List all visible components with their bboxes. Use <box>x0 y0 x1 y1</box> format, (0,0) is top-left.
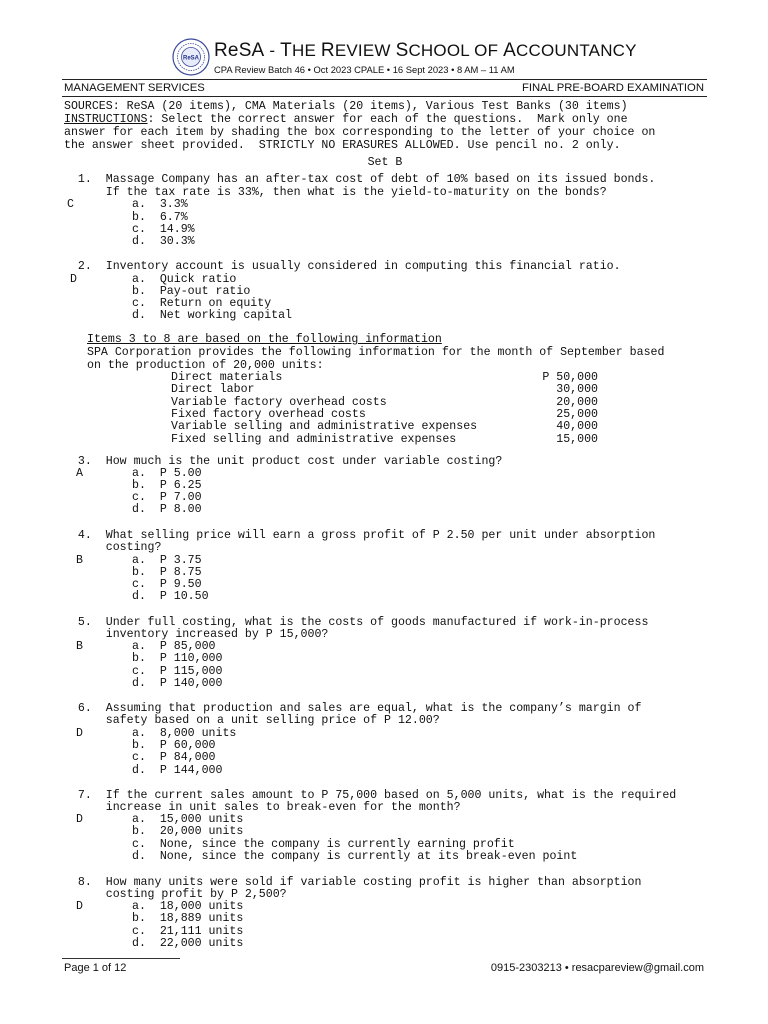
question-6-choice-c: c. P 84,000 <box>132 751 216 764</box>
question-7-choice-b: b. 20,000 units <box>132 825 244 838</box>
question-4-text-line-1: 4. What selling price will earn a gross profit of P 2.50 per unit under absorption <box>64 529 656 542</box>
question-7-choice-c: c. None, since the company is currently earning profit <box>132 838 515 851</box>
question-2-choice-b: b. Pay-out ratio <box>132 285 251 298</box>
header-bottom-rule <box>62 96 707 97</box>
cost-row-value: P 50,000 <box>542 371 598 384</box>
question-5-choice-b: b. P 110,000 <box>132 652 223 665</box>
question-2-choice-a: a. Quick ratio <box>132 273 237 286</box>
question-2-text-line-1: 2. Inventory account is usually considered in computing this financial ratio. <box>64 260 621 273</box>
question-7-text-line-1: 7. If the current sales amount to P 75,000 based on 5,000 units, what is the required <box>64 789 677 802</box>
question-6-text-line-2: safety based on a unit selling price of P 12.00? <box>64 714 440 727</box>
cost-row-value: 30,000 <box>556 383 598 396</box>
question-4-choice-c: c. P 9.50 <box>132 578 202 591</box>
question-2-answer-key: D <box>70 273 77 286</box>
question-6-text-line-1: 6. Assuming that production and sales are equal, what is the company’s margin of <box>64 702 642 715</box>
question-5-answer-key: B <box>76 640 83 653</box>
cost-row-label: Fixed selling and administrative expenses <box>171 433 457 446</box>
question-6-answer-key: D <box>76 727 83 740</box>
cost-row-label: Variable factory overhead costs <box>171 396 387 409</box>
cost-row-label: Direct labor <box>171 383 255 396</box>
question-3-choice-a: a. P 5.00 <box>132 467 202 480</box>
set-label: Set B <box>367 156 403 169</box>
question-7-answer-key: D <box>76 813 83 826</box>
footer-rule <box>62 958 180 959</box>
question-3-choice-b: b. P 6.25 <box>132 479 202 492</box>
question-8-choice-a: a. 18,000 units <box>132 900 244 913</box>
case-heading: Items 3 to 8 are based on the following information <box>87 333 442 346</box>
header-top-rule <box>62 79 707 80</box>
exam-label: FINAL PRE-BOARD EXAMINATION <box>521 82 704 94</box>
resa-logo-seal <box>172 38 210 76</box>
question-3-text-line-1: 3. How much is the unit product cost under variable costing? <box>64 455 503 468</box>
question-4-choice-d: d. P 10.50 <box>132 590 209 603</box>
instructions-line-1: INSTRUCTIONS: Select the correct answer for each of the questions. Mark only one <box>64 113 628 126</box>
question-4-answer-key: B <box>76 554 83 567</box>
school-name-title: ReSA - THE REVIEW SCHOOL OF ACCOUNTANCY <box>214 40 637 61</box>
cost-row-value: 40,000 <box>556 420 598 433</box>
question-8-choice-c: c. 21,111 units <box>132 925 244 938</box>
subject-label: MANAGEMENT SERVICES <box>64 82 205 94</box>
question-8-choice-d: d. 22,000 units <box>132 937 244 950</box>
question-3-choice-d: d. P 8.00 <box>132 503 202 516</box>
question-5-text-line-2: inventory increased by P 15,000? <box>64 628 329 641</box>
question-8-text-line-1: 8. How many units were sold if variable costing profit is higher than absorption <box>64 876 642 889</box>
instructions-line-2: answer for each item by shading the box corresponding to the letter of your choice on <box>64 126 656 139</box>
cost-row-value: 20,000 <box>556 396 598 409</box>
question-1-choice-d: d. 30.3% <box>132 235 195 248</box>
case-text-line-1: SPA Corporation provides the following information for the month of September based <box>87 346 665 359</box>
question-1-text-line-2: If the tax rate is 33%, then what is the yield-to-maturity on the bonds? <box>64 186 607 199</box>
exam-schedule-subtitle: CPA Review Batch 46 • Oct 2023 CPALE • 16 Sept 2023 • 8 AM – 11 AM <box>214 64 515 75</box>
question-1-choice-b: b. 6.7% <box>132 211 188 224</box>
question-1-choice-a: a. 3.3% <box>132 198 188 211</box>
cost-row-value: 15,000 <box>556 433 598 446</box>
cost-row-label: Fixed factory overhead costs <box>171 408 366 421</box>
question-7-choice-d: d. None, since the company is currently at its break-even point <box>132 850 578 863</box>
case-text-line-2: on the production of 20,000 units: <box>87 359 324 372</box>
question-3-choice-c: c. P 7.00 <box>132 491 202 504</box>
page-number: Page 1 of 12 <box>64 962 127 974</box>
question-2-choice-d: d. Net working capital <box>132 309 293 322</box>
question-8-choice-b: b. 18,889 units <box>132 912 244 925</box>
cost-row-label: Direct materials <box>171 371 283 384</box>
instructions-line-3: the answer sheet provided. STRICTLY NO ERASURES ALLOWED. Use pencil no. 2 only. <box>64 139 621 152</box>
question-1-answer-key: C <box>67 198 74 211</box>
question-5-choice-d: d. P 140,000 <box>132 677 223 690</box>
question-6-choice-d: d. P 144,000 <box>132 764 223 777</box>
question-4-choice-b: b. P 8.75 <box>132 566 202 579</box>
question-1-choice-c: c. 14.9% <box>132 223 195 236</box>
sources-line: SOURCES: ReSA (20 items), CMA Materials (20 items), Various Test Banks (30 items) <box>64 100 628 113</box>
cost-row-label: Variable selling and administrative expenses <box>171 420 478 433</box>
question-7-text-line-2: increase in unit sales to break-even for the month? <box>64 801 461 814</box>
question-3-answer-key: A <box>76 467 83 480</box>
contact-info: 0915-2303213 • resacpareview@gmail.com <box>490 962 704 974</box>
svg-text:ReSA: ReSA <box>182 55 200 62</box>
question-8-text-line-2: costing profit by P 2,500? <box>64 888 287 901</box>
question-6-choice-a: a. 8,000 units <box>132 727 237 740</box>
question-5-choice-c: c. P 115,000 <box>132 665 223 678</box>
cost-row-value: 25,000 <box>556 408 598 421</box>
question-7-choice-a: a. 15,000 units <box>132 813 244 826</box>
question-5-text-line-1: 5. Under full costing, what is the costs of goods manufactured if work-in-process <box>64 616 649 629</box>
question-5-choice-a: a. P 85,000 <box>132 640 216 653</box>
question-2-choice-c: c. Return on equity <box>132 297 272 310</box>
question-1-text-line-1: 1. Massage Company has an after-tax cost of debt of 10% based on its issued bonds. <box>64 173 656 186</box>
question-4-text-line-2: costing? <box>64 541 162 554</box>
question-8-answer-key: D <box>76 900 83 913</box>
question-6-choice-b: b. P 60,000 <box>132 739 216 752</box>
question-4-choice-a: a. P 3.75 <box>132 554 202 567</box>
